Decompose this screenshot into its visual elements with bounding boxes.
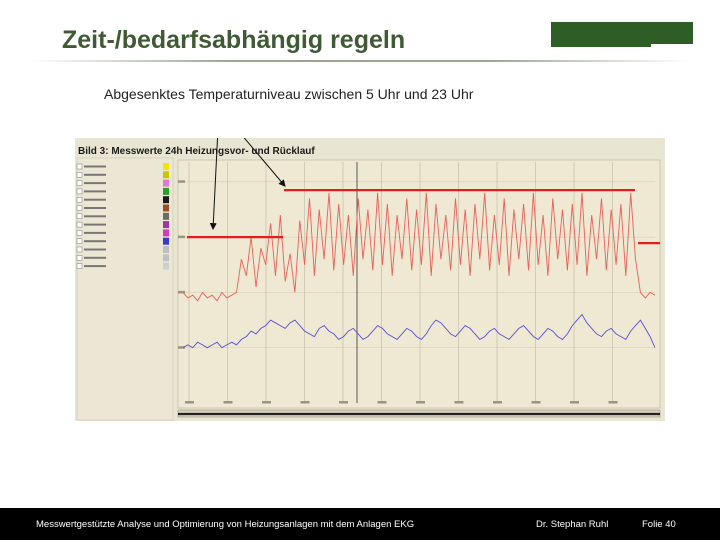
brand-logo-notch (651, 44, 693, 47)
annotation-overlay (75, 138, 665, 421)
title-divider (30, 60, 690, 62)
slide-title: Zeit-/bedarfsabhängig regeln (62, 26, 406, 54)
pointer-arrow-reduced (213, 138, 219, 229)
screenshot-title: Bild 3: Messwerte 24h Heizungsvor- und Rücklauf (78, 146, 315, 157)
footer-page: Folie 40 (642, 519, 676, 530)
slide-subtitle: Abgesenktes Temperaturniveau zwischen 5 Uhr und 23 Uhr (104, 86, 474, 102)
pointer-arrow-normal (219, 138, 285, 186)
slide-footer (0, 508, 720, 540)
measurement-screenshot (75, 138, 665, 421)
footer-text: Messwertgestützte Analyse und Optimierung von Heizungsanlagen mit dem Anlagen EKG (36, 519, 415, 530)
footer-author: Dr. Stephan Ruhl (536, 519, 609, 530)
